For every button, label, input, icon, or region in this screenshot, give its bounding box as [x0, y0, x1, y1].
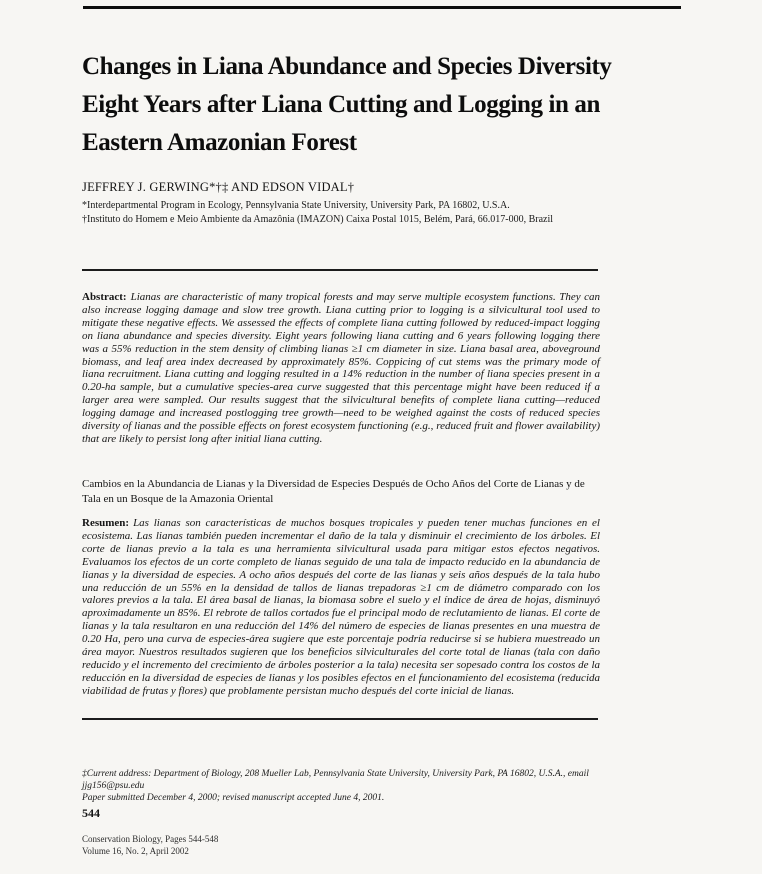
abstract-label: Abstract:	[82, 291, 127, 303]
divider-rule-above-abstract	[82, 269, 598, 271]
authors-line: JEFFREY J. GERWING*†‡ AND EDSON VIDAL†	[82, 180, 355, 194]
divider-rule-below-resumen	[82, 718, 598, 720]
journal-footer	[82, 833, 218, 857]
paper-title-line-1: Changes in Liana Abundance and Species Diversity	[82, 53, 612, 80]
page-number: 544	[82, 806, 100, 820]
journal-name-pages-line: Conservation Biology, Pages 544-548	[82, 834, 219, 844]
resumen-text: Las lianas son características de muchos bosques tropicales y pueden tener muchas funciones en el ecosistema. Las lianas también pueden incrementar el daño de la tala y disminuir el crecimiento de los árboles. El corte de lianas previo a la tala es una herramienta silvicultural usada para mitigar estos efectos negativos. Evaluamos los efectos de un corte completo de lianas seguido de una tala de impacto reducido en la abundancia de lianas y la diversidad de especies. A ocho años después del corte de las lianas y seis años después de la tala hubo una reducción de un 55% en la densidad de tallos de lianas trepadoras ≥1 cm de diámetro comparado con los valores previos a la tala. El área basal de lianas, la biomasa sobre el suelo y el índice de área de hojas, disminuyó aproximadamente un 85%. El rebrote de tallos cortados fue el principal modo de reclutamiento de lianas. El corte de lianas y la tala resultaron en una reducción del 14% del número de especies de lianas presentes en una muestra de 0.20 Ha, pero una curva de especies-área sugiere que este porcentaje podría reducirse si se hubiera muestreado un área mayor. Nuestros resultados sugieren que los beneficios silviculturales del corte total de lianas (tala con daño reducido y el incremento del crecimiento de árboles posterior a la tala) necesita ser sopesado contra los costos de la reducción en la diversidad de especies de lianas y los posibles efectos en el funcionamiento del ecosistema (reducida viabilidad de frutas y flores) que problamente persistan mucho después del corte inicial de lianas.	[82, 517, 600, 697]
footnote-current-address: ‡Current address: Department of Biology, 208 Mueller Lab, Pennsylvania State University, University Park, PA 16802, U.S.A., email jjg156@psu.edu	[82, 769, 589, 791]
footnotes-block	[82, 768, 622, 804]
paper-title-line-3: Eastern Amazonian Forest	[82, 129, 357, 156]
spanish-title: Cambios en la Abundancia de Lianas y la Diversidad de Especies Después de Ocho Años del Corte de Lianas y de Tala en un Bosque de la Amazonia Oriental	[82, 478, 585, 505]
abstract-paragraph	[82, 291, 600, 446]
abstract-text: Lianas are characteristic of many tropical forests and may serve multiple ecosystem functions. They can also increase logging damage and slow tree growth. Liana cutting prior to logging is a silvicultural tool used to mitigate these negative effects. We assessed the effects of complete liana cutting followed by reduced-impact logging on liana abundance and species diversity. Eight years following liana cutting and 6 years following logging there was a 55% reduction in the stem density of climbing lianas ≥1 cm diameter in size. Liana basal area, aboveground biomass, and leaf area index decreased by approximately 85%. Coppicing of cut stems was the primary mode of liana recruitment. Liana cutting and logging resulted in a 14% reduction in the number of liana species present in a 0.20-ha sample, but a cumulative species-area curve suggested that this percentage might have been reduced if a larger area were sampled. Our results suggest that the silvicultural benefits of complete liana cutting—reduced logging damage and increased postlogging tree growth—need to be weighed against the costs of reduced species diversity of lianas and the possible effects on forest ecosystem functioning (e.g., reduced fruit and flower availability) that are likely to persist long after initial liana cutting.	[82, 291, 600, 445]
resumen-paragraph	[82, 517, 600, 698]
affiliations-block	[82, 199, 553, 227]
affiliation-line-2: †Instituto do Homem e Meio Ambiente da Amazônia (IMAZON) Caixa Postal 1015, Belém, Pará, 66.017-000, Brazil	[82, 214, 554, 225]
resumen-label: Resumen:	[82, 517, 130, 529]
top-rule	[83, 6, 681, 9]
paper-title-line-2: Eight Years after Liana Cutting and Logging in an	[82, 91, 600, 118]
affiliation-line-1: *Interdepartmental Program in Ecology, Pennsylvania State University, University Park, PA 16802, U.S.A.	[82, 200, 510, 211]
footnote-submission-dates: Paper submitted December 4, 2000; revised manuscript accepted June 4, 2001.	[82, 793, 385, 803]
journal-volume-line: Volume 16, No. 2, April 2002	[82, 846, 189, 856]
paper-title	[82, 48, 612, 162]
